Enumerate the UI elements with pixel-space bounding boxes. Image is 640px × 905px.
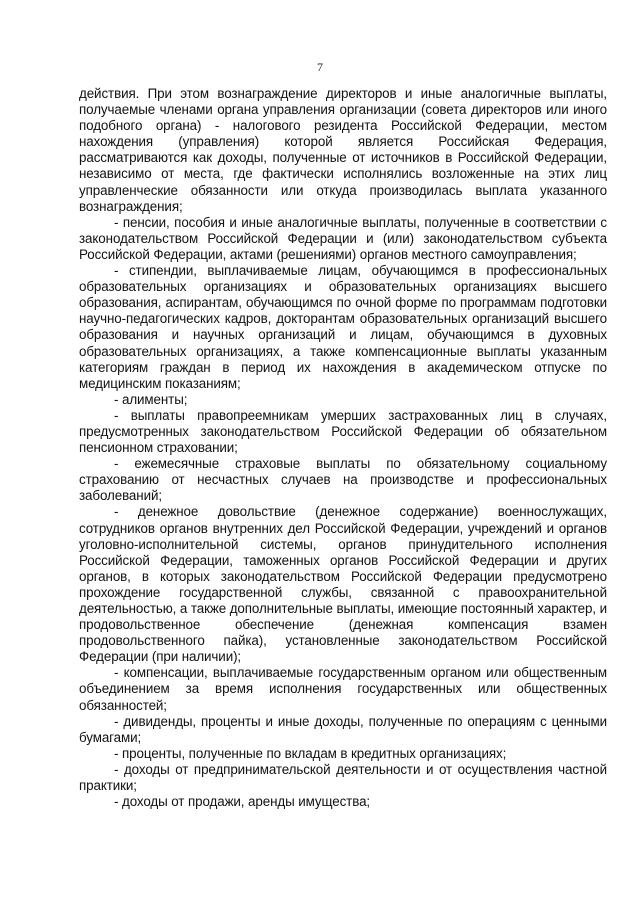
list-item-insurance-payments: - ежемесячные страховые выплаты по обязательному социальному страхованию от несчастных случаев на производстве и профессиональных заболеваний; (79, 456, 607, 504)
list-item-pensions: - пенсии, пособия и иные аналогичные выплаты, полученные в соответствии с законодательством Российской Федерации и (или) законодательством субъекта Российской Федерации, актами (решениями) органов местного самоуправления; (79, 214, 607, 262)
list-item-deposit-interest: - проценты, полученные по вкладам в кредитных организациях; (114, 745, 507, 761)
list-item-property-income: - доходы от продажи, аренды имущества; (114, 794, 371, 810)
page-number: 7 (317, 60, 323, 74)
list-item-stipends: - стипендии, выплачиваемые лицам, обучающимся в профессиональных образовательных организациях и образовательных организациях высшего образования, аспирантам, обучающимся по очной форме по программам подготовки научно-педагогических кадров, докторантам образовательных организаций высшего образования и научных организаций и лицам, обучающимся в духовных образовательных организациях, а также компенсационные выплаты указанным категориям граждан в период их нахождения в академическом отпуске по медицинским показаниям; (79, 263, 607, 391)
list-item-securities-income: - дивиденды, проценты и иные доходы, полученные по операциям с ценными бумагами; (79, 713, 607, 745)
list-item-compensations: - компенсации, выплачиваемые государственным органом или общественным объединением за время исполнения государственных или общественных обязанностей; (79, 665, 607, 713)
list-item-monetary-allowance: - денежное довольствие (денежное содержание) военнослужащих, сотрудников органов внутренних дел Российской Федерации, учреждений и органов уголовно-исполнительной системы, органов принудительного исполнения Российской Федерации, таможенных органов Российской Федерации и других органов, в которых законодательством Российской Федерации предусмотрено прохождение государственной службы, связанной с правоохранительной деятельностью, а также дополнительные выплаты, имеющие постоянный характер, и продовольственное обеспечение (денежная компенсация взамен продовольственного пайка), установленные законодательством Российской Федерации (при наличии); (79, 504, 607, 665)
paragraph-directors-remuneration: действия. При этом вознаграждение директоров и иные аналогичные выплаты, получаемые членами органа управления организации (совета директоров или иного подобного органа) - налогового резидента Российской Федерации, местом нахождения (управления) которой является Российская Федерация, рассматриваются как доходы, полученные от источников в Российской Федерации, независимо от места, где фактически исполнялись возложенные на этих лиц управленческие обязанности или откуда производилась выплата указанного вознаграждения; (79, 86, 607, 214)
list-item-successor-payments: - выплаты правопреемникам умерших застрахованных лиц в случаях, предусмотренных законодательством Российской Федерации об обязательном пенсионном страховании; (79, 407, 607, 456)
page-body (79, 86, 607, 810)
list-item-business-income: - доходы от предпринимательской деятельности и от осуществления частной практики; (79, 761, 607, 794)
list-item-alimony: - алименты; (114, 391, 188, 407)
